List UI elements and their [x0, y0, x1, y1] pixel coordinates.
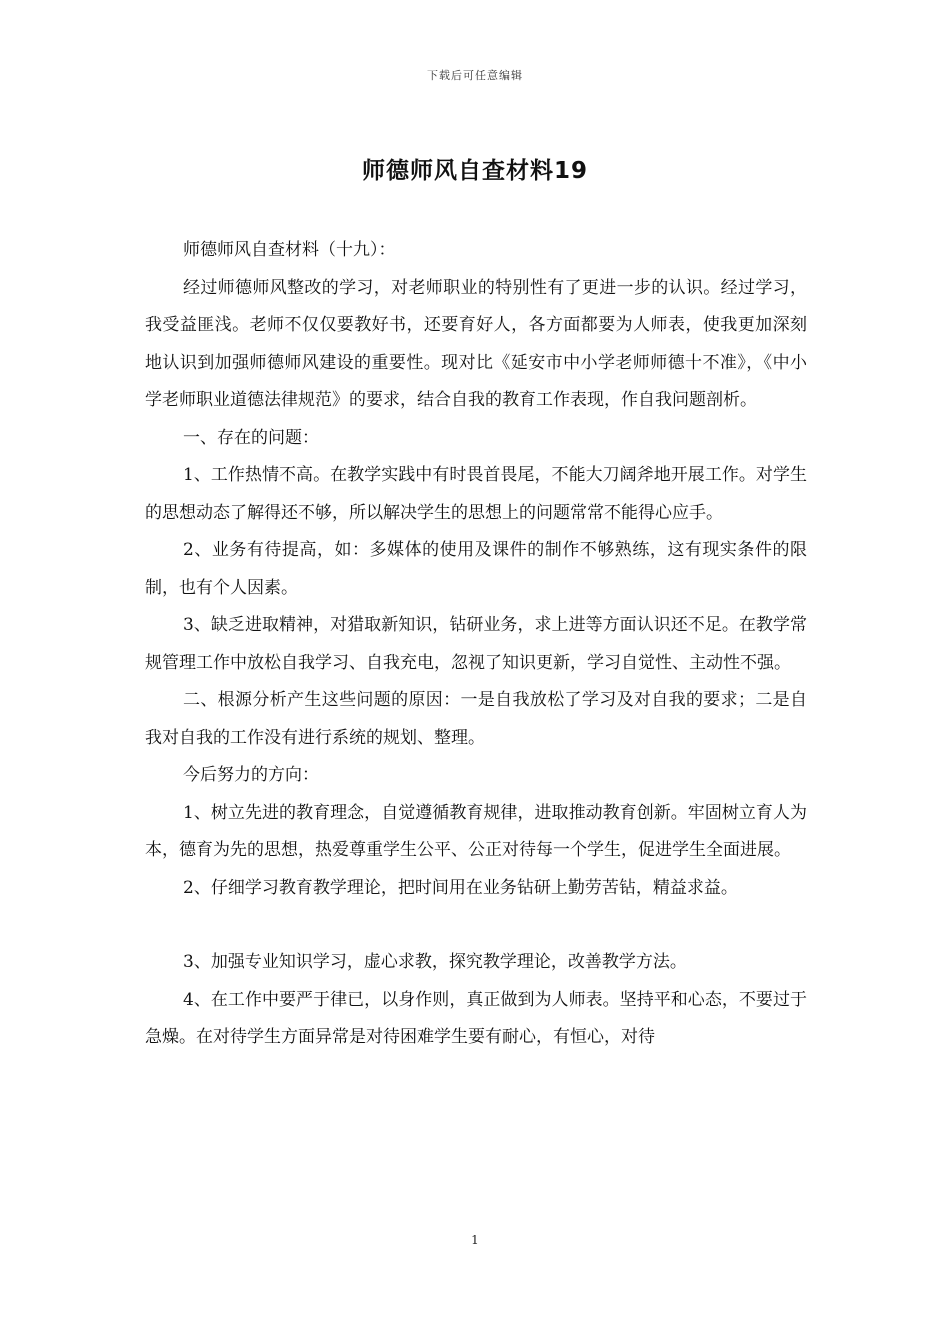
document-title: 师德师风自查材料19 — [361, 158, 588, 184]
paragraph-direction-2: 2、仔细学习教育教学理论，把时间用在业务钻研上勤劳苦钻，精益求益。 — [183, 877, 738, 898]
paragraph-direction-3: 3、加强专业知识学习，虚心求教，探究教学理论，改善教学方法。 — [183, 952, 687, 972]
document-body — [145, 232, 807, 1057]
section-heading-direction: 今后努力的方向： — [183, 765, 319, 785]
header-note: 下载后可任意编辑 — [427, 69, 523, 82]
paragraph-direction-1: 1、树立先进的教育理念，自觉遵循教育规律，进取推动教育创新。牢固树立育人为本，德育为先的思想，热爱尊重学生公平、公正对待每一个学生，促进学生全面进展。 — [145, 802, 807, 860]
section-heading-problems: 一、存在的问题： — [183, 427, 319, 448]
paragraph-problem-3: 3、缺乏进取精神，对猎取新知识，钻研业务，求上进等方面认识还不足。在教学常规管理工作中放松自我学习、自我充电，忽视了知识更新，学习自觉性、主动性不强。 — [145, 615, 807, 673]
paragraph-subtitle: 师德师风自查材料（十九）： — [183, 240, 396, 260]
paragraph-root-cause: 二、根源分析产生这些问题的原因：一是自我放松了学习及对自我的要求；二是自我对自我的工作没有进行系统的规划、整理。 — [145, 690, 807, 748]
paragraph-direction-4: 4、在工作中要严于律已，以身作则，真正做到为人师表。坚持平和心态，不要过于急燥。在对待学生方面异常是对待困难学生要有耐心，有恒心，对待 — [145, 989, 807, 1047]
page-number: 1 — [471, 1233, 479, 1247]
paragraph-problem-2: 2、业务有待提高，如：多媒体的使用及课件的制作不够熟练，这有现实条件的限制，也有个人因素。 — [145, 540, 807, 598]
paragraph-intro: 经过师德师风整改的学习，对老师职业的特别性有了更进一步的认识。经过学习，我受益匪浅。老师不仅仅要教好书，还要育好人，各方面都要为人师表，使我更加深刻地认识到加强师德师风建设的重要性。现对比《延安市中小学老师师德十不准》，《中小学老师职业道德法律规范》的要求，结合自我的教育工作表现，作自我问题剖析。 — [145, 277, 807, 410]
paragraph-problem-1: 1、工作热情不高。在教学实践中有时畏首畏尾，不能大刀阔斧地开展工作。对学生的思想动态了解得还不够，所以解决学生的思想上的问题常常不能得心应手。 — [145, 465, 807, 523]
